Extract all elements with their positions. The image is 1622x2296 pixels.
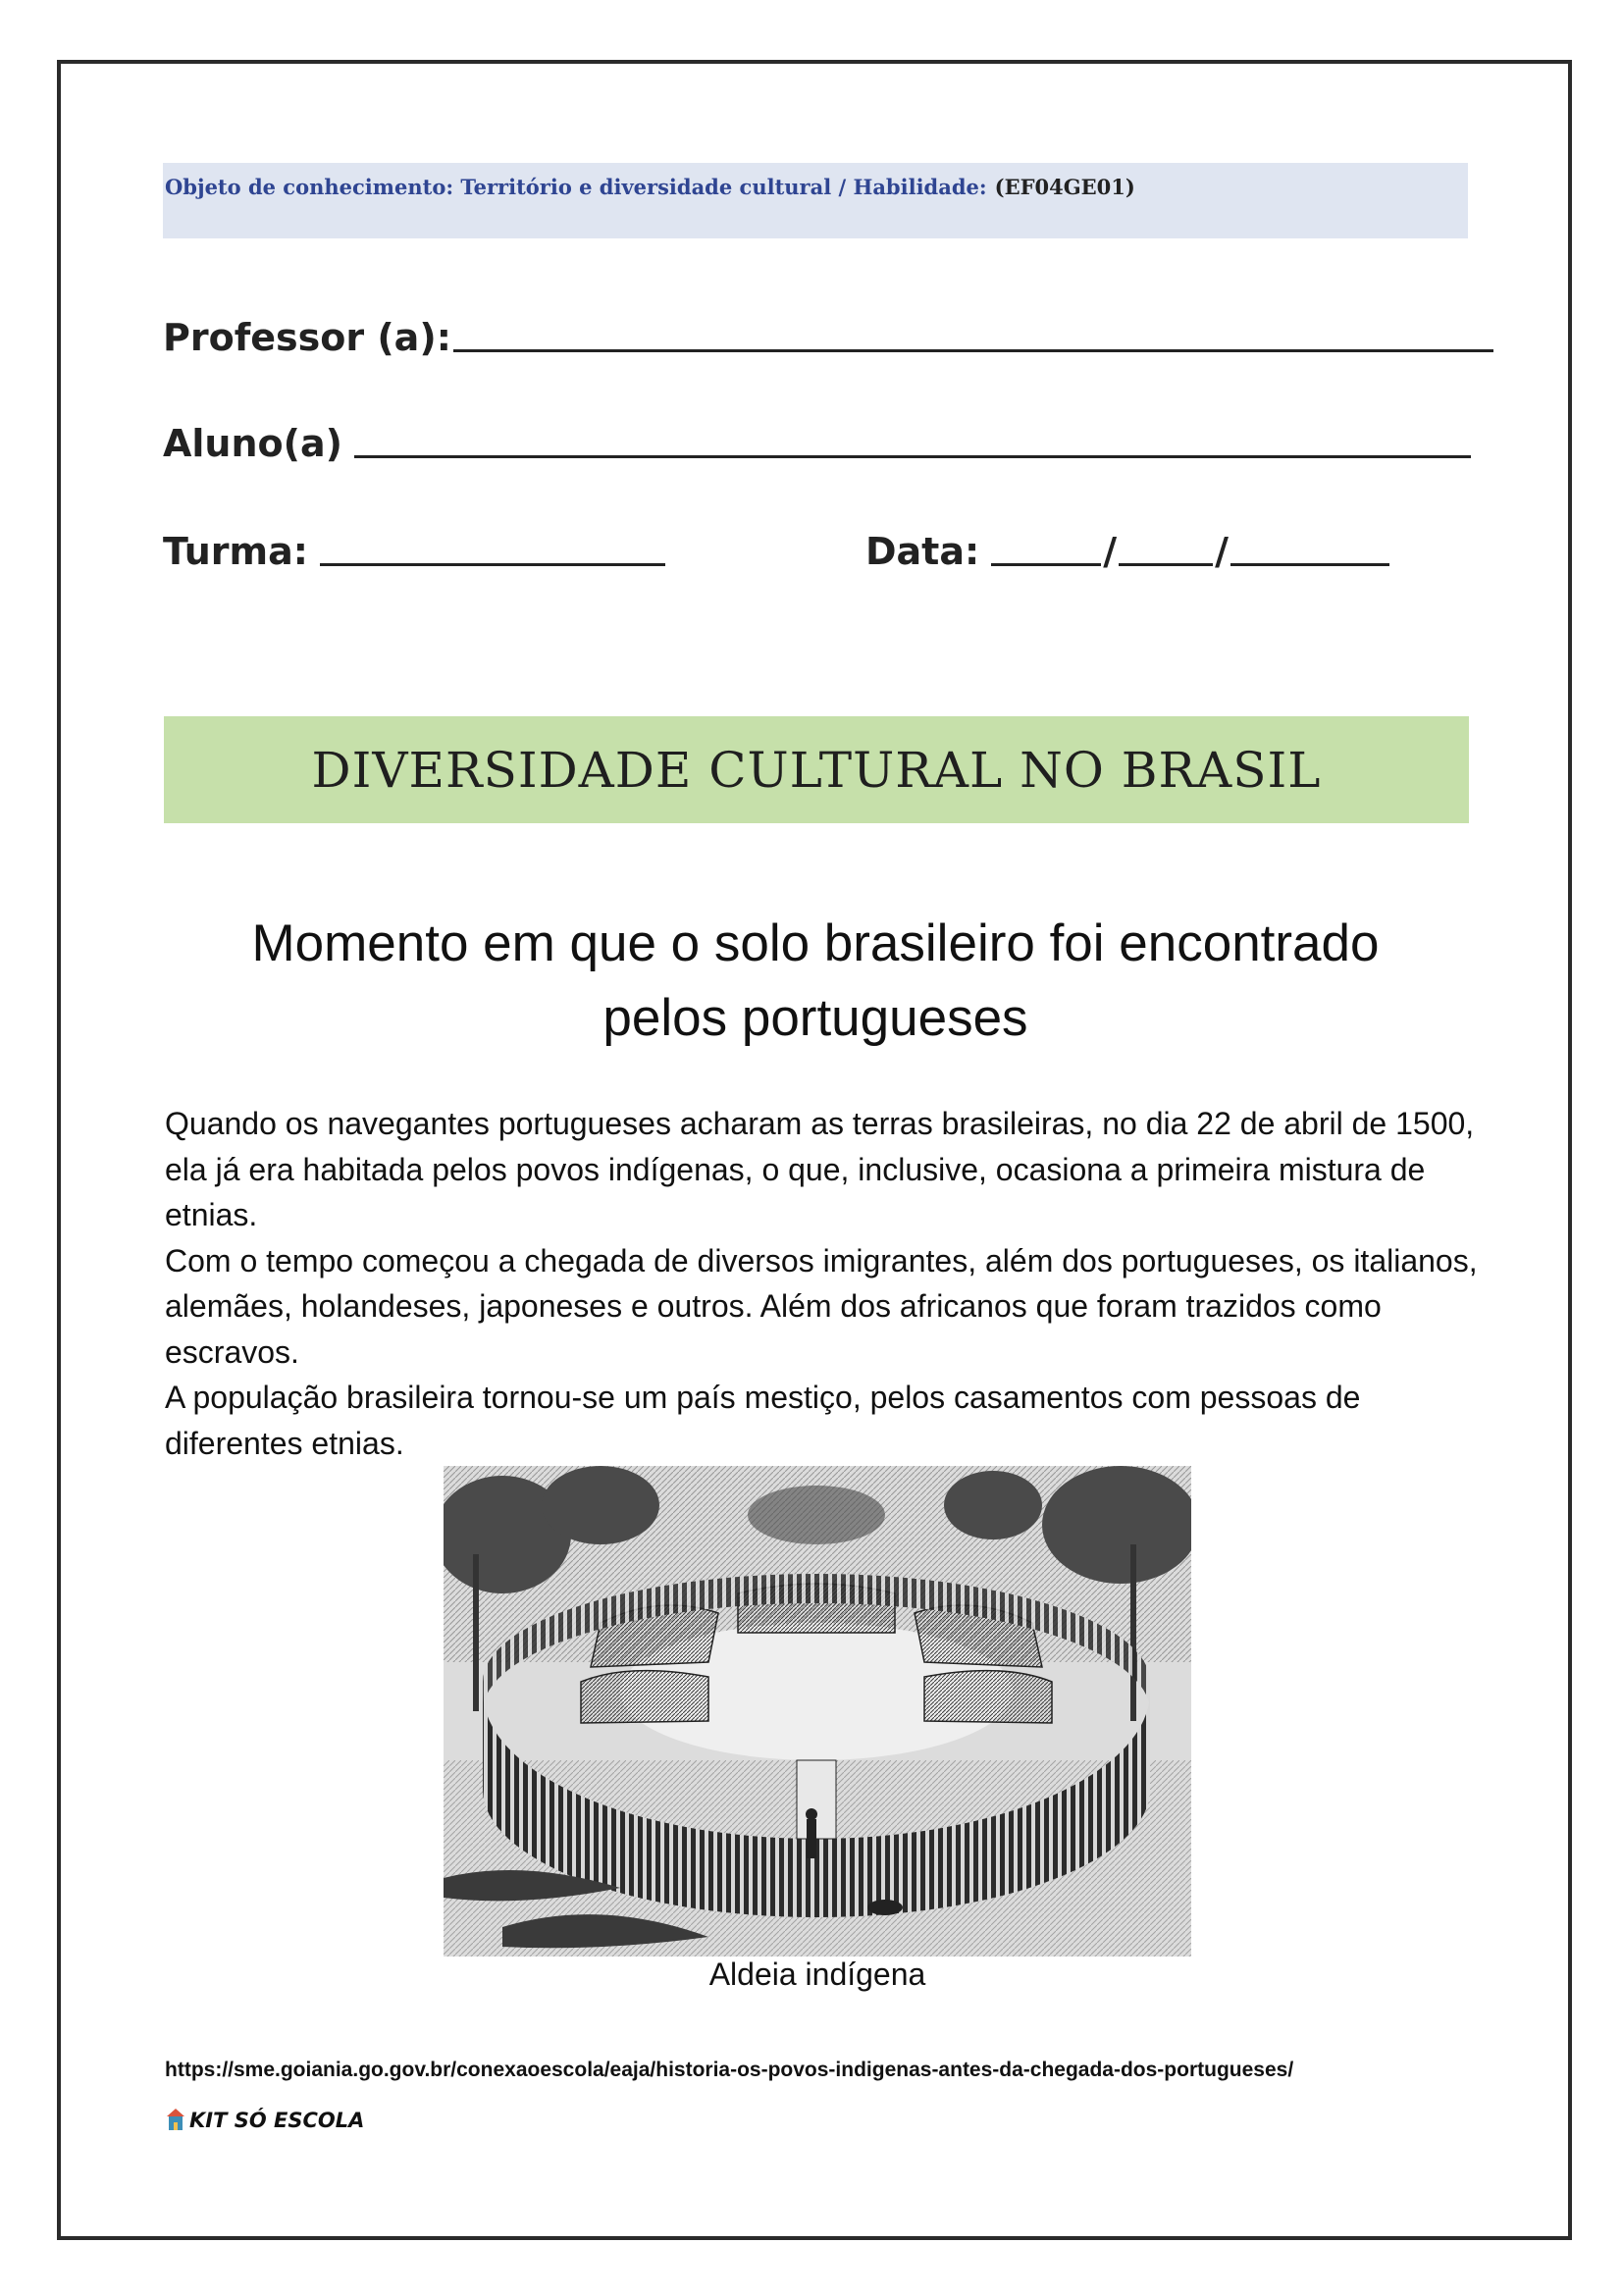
school-logo-icon xyxy=(165,2107,186,2134)
student-blank-line[interactable] xyxy=(354,445,1471,458)
teacher-field xyxy=(163,316,1493,359)
body-text xyxy=(165,1101,1480,1466)
objective-label: Objeto de conhecimento: Território e diversidade cultural / Habilidade: xyxy=(165,175,987,199)
village-illustration xyxy=(444,1466,1191,1957)
page-title: DIVERSIDADE CULTURAL NO BRASIL xyxy=(311,741,1322,799)
paragraph: Quando os navegantes portugueses acharam as terras brasileiras, no dia 22 de abril de 1500, ela já era habitada pelos povos indígenas, o que, inclusive, ocasiona a primeira mistura de etnias. xyxy=(165,1106,1475,1232)
paragraph: A população brasileira tornou-se um país mestiço, pelos casamentos com pessoas de diferentes etnias. xyxy=(165,1380,1361,1461)
date-field xyxy=(865,530,1389,573)
section-heading xyxy=(163,907,1468,1056)
objective-bar xyxy=(163,163,1468,238)
engraving-village-illustration xyxy=(444,1466,1191,1957)
teacher-blank-line[interactable] xyxy=(453,339,1493,352)
source-link[interactable]: https://sme.goiania.go.gov.br/conexaoescola/eaja/historia-os-povos-indigenas-antes-da-chegada-dos-portugueses/ xyxy=(165,2059,1294,2081)
student-label: Aluno(a) xyxy=(163,422,343,465)
skill-code: (EF04GE01) xyxy=(994,175,1135,199)
title-banner xyxy=(164,716,1469,823)
heading-line-1: Momento em que o solo brasileiro foi encontrado xyxy=(251,914,1380,972)
paragraph: Com o tempo começou a chegada de diversos imigrantes, além dos portugueses, os italianos, alemães, holandeses, japoneses e outros. Além dos africanos que foram trazidos como escravos. xyxy=(165,1242,1478,1370)
date-day-line[interactable] xyxy=(991,553,1101,566)
brand-logo xyxy=(165,2107,364,2134)
brand-name: KIT SÓ ESCOLA xyxy=(189,2109,365,2132)
student-field xyxy=(163,422,1471,465)
date-month-line[interactable] xyxy=(1119,553,1213,566)
figure-caption: Aldeia indígena xyxy=(708,1957,926,1992)
date-separator: / xyxy=(1103,530,1118,573)
class-blank-line[interactable] xyxy=(320,553,665,566)
date-label: Data: xyxy=(865,530,980,573)
teacher-label: Professor (a): xyxy=(163,316,451,359)
class-label: Turma: xyxy=(163,530,308,573)
date-year-line[interactable] xyxy=(1230,553,1389,566)
class-field xyxy=(163,530,665,573)
date-separator: / xyxy=(1215,530,1229,573)
heading-line-2: pelos portugueses xyxy=(602,989,1028,1047)
